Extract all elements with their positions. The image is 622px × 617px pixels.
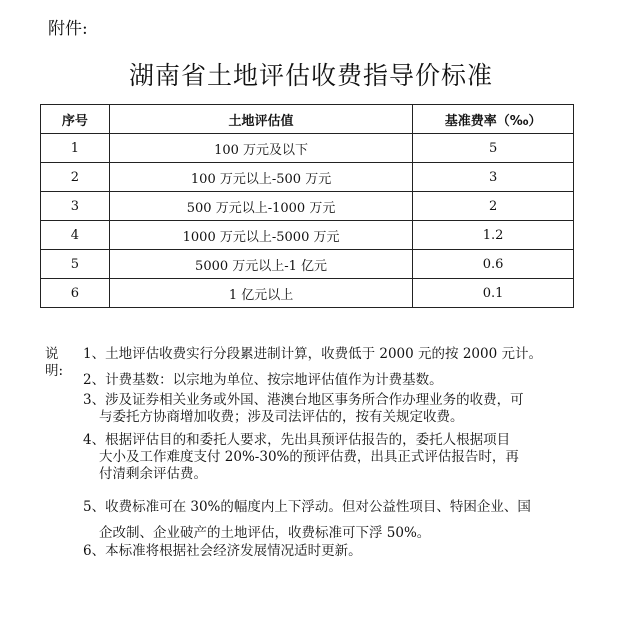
cell-land-value: 100 万元以上-500 万元 bbox=[109, 163, 412, 192]
cell-land-value: 100 万元及以下 bbox=[109, 134, 412, 163]
note-line: 5、收费标准可在 30%的幅度内上下浮动。但对公益性项目、特困企业、国 bbox=[83, 499, 531, 515]
header-serial-number: 序号 bbox=[41, 105, 110, 134]
note-line: 1、土地评估收费实行分段累进制计算，收费低于 2000 元的按 2000 元计。 bbox=[83, 346, 542, 362]
cell-serial-number: 5 bbox=[41, 250, 110, 279]
annex-label: 附件: bbox=[48, 19, 88, 39]
note-text bbox=[83, 372, 443, 389]
cell-serial-number: 6 bbox=[41, 279, 110, 308]
note-line: 3、涉及证券相关业务或外国、港澳台地区事务所合作办理业务的收费，可 bbox=[83, 392, 524, 408]
cell-land-value: 500 万元以上-1000 万元 bbox=[109, 192, 412, 221]
table-row bbox=[41, 192, 574, 221]
cell-land-value: 5000 万元以上-1 亿元 bbox=[109, 250, 412, 279]
table-row bbox=[41, 279, 574, 308]
note-line: 大小及工作难度支付 20%-30%的预评估费，出具正式评估报告时，再 bbox=[99, 449, 519, 465]
table-row bbox=[41, 221, 574, 250]
table-row bbox=[41, 163, 574, 192]
fee-table bbox=[40, 104, 574, 308]
cell-base-rate: 2 bbox=[413, 192, 574, 221]
cell-base-rate: 1.2 bbox=[413, 221, 574, 250]
cell-serial-number: 1 bbox=[41, 134, 110, 163]
header-land-value: 土地评估值 bbox=[109, 105, 412, 134]
note-line: 4、根据评估目的和委托人要求，先出具预评估报告的，委托人根据项目 bbox=[83, 432, 511, 448]
note-text bbox=[83, 392, 524, 426]
note-text bbox=[83, 494, 531, 546]
cell-land-value: 1000 万元以上-5000 万元 bbox=[109, 221, 412, 250]
note-text bbox=[83, 543, 362, 560]
table-row bbox=[41, 250, 574, 279]
note-line: 与委托方协商增加收费；涉及司法评估的，按有关规定收费。 bbox=[99, 409, 464, 425]
header-base-rate: 基准费率（‰） bbox=[413, 105, 574, 134]
notes-label: 说明: bbox=[45, 346, 64, 379]
note-line: 企改制、企业破产的土地评估，收费标准可下浮 50%。 bbox=[99, 525, 431, 541]
cell-serial-number: 2 bbox=[41, 163, 110, 192]
note-text bbox=[83, 432, 519, 483]
cell-serial-number: 4 bbox=[41, 221, 110, 250]
table-row bbox=[41, 134, 574, 163]
cell-base-rate: 0.1 bbox=[413, 279, 574, 308]
note-line: 付清剩余评估费。 bbox=[99, 466, 207, 482]
note-line: 6、本标准将根据社会经济发展情况适时更新。 bbox=[83, 543, 362, 559]
note-line: 2、计费基数：以宗地为单位、按宗地评估值作为计费基数。 bbox=[83, 372, 443, 388]
note-text bbox=[83, 346, 542, 363]
table-header-row bbox=[41, 105, 574, 134]
cell-base-rate: 5 bbox=[413, 134, 574, 163]
cell-serial-number: 3 bbox=[41, 192, 110, 221]
document-title: 湖南省土地评估收费指导价标准 bbox=[128, 61, 493, 90]
cell-base-rate: 3 bbox=[413, 163, 574, 192]
cell-base-rate: 0.6 bbox=[413, 250, 574, 279]
cell-land-value: 1 亿元以上 bbox=[109, 279, 412, 308]
